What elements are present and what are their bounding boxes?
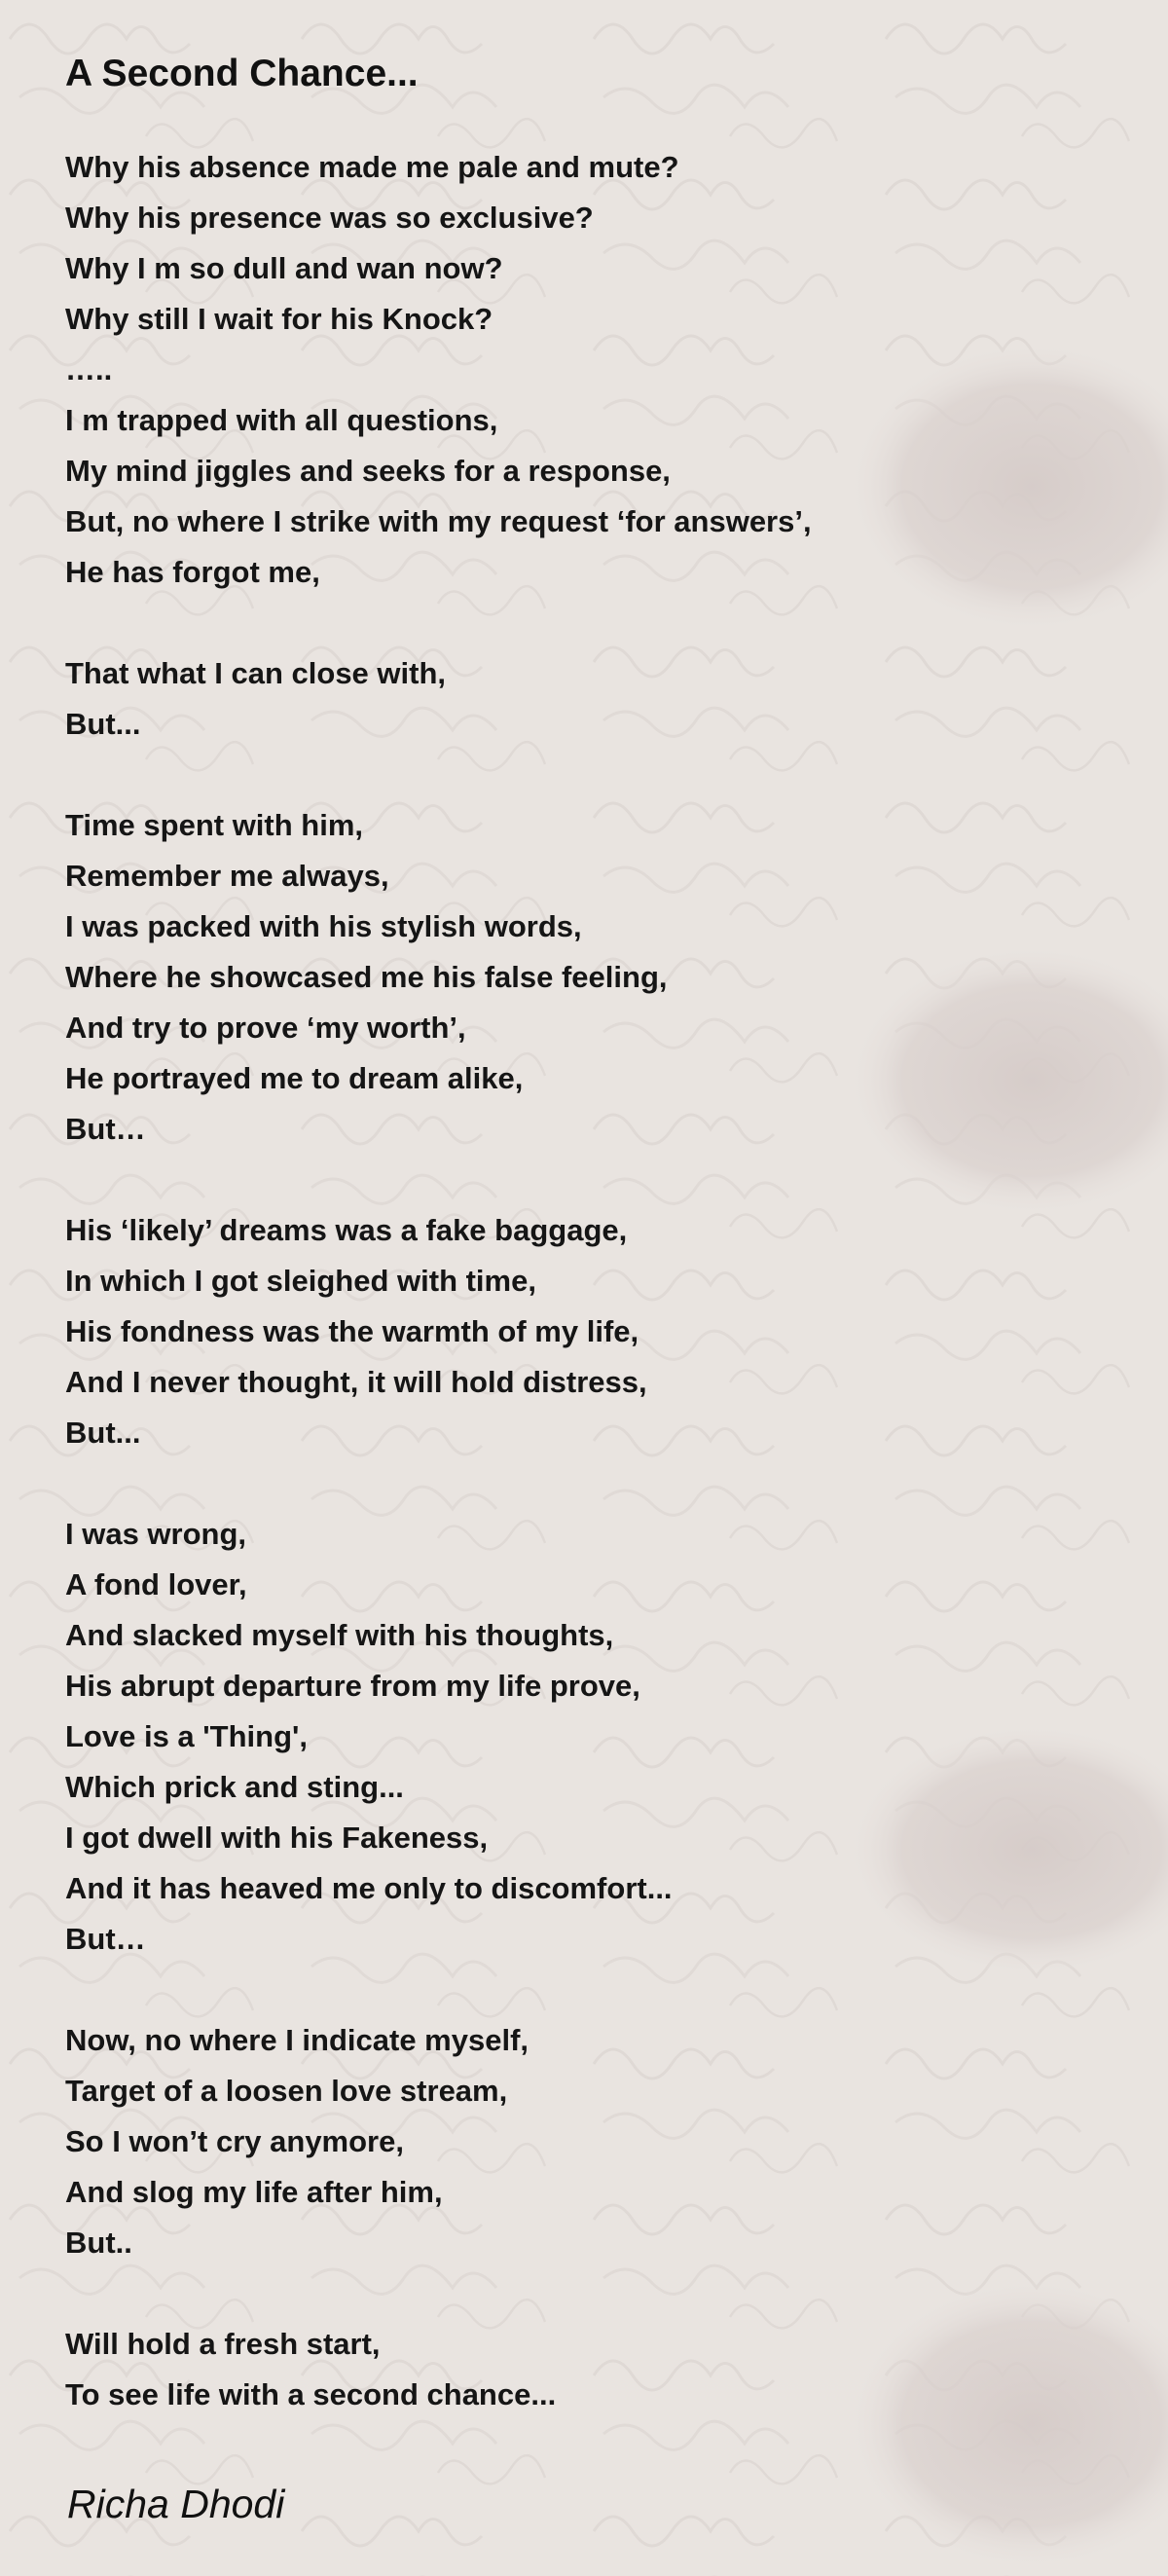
poem-line: I was packed with his stylish words,: [65, 909, 582, 943]
poem-line: Now, no where I indicate myself,: [65, 2023, 529, 2057]
poem-line: Why his presence was so exclusive?: [65, 201, 594, 235]
poem-line: But…: [65, 1922, 146, 1956]
poem-line: Why I m so dull and wan now?: [65, 251, 503, 285]
stanza-2: [65, 648, 1136, 750]
poem-line: And I never thought, it will hold distress,: [65, 1365, 647, 1399]
poem-line: And it has heaved me only to discomfort...: [65, 1871, 673, 1905]
poem-line: But, no where I strike with my request ‘for answers’,: [65, 504, 812, 538]
poem-line: Why still I wait for his Knock?: [65, 302, 493, 336]
stanza-7: [65, 2319, 1136, 2420]
poem-line: And try to prove ‘my worth’,: [65, 1011, 466, 1045]
stanza-5: [65, 1509, 1136, 1965]
poem-line: Which prick and sting...: [65, 1770, 404, 1804]
poem-line: And slacked myself with his thoughts,: [65, 1618, 614, 1652]
poem-line: I m trapped with all questions,: [65, 403, 498, 437]
poem-line: I got dwell with his Fakeness,: [65, 1821, 489, 1855]
poem-line: He has forgot me,: [65, 555, 320, 589]
poem-line: A fond lover,: [65, 1567, 247, 1601]
stanza-3: [65, 800, 1136, 1155]
poem-line: My mind jiggles and seeks for a response,: [65, 454, 671, 488]
poem-title: A Second Chance...: [65, 53, 419, 94]
poem-line: But..: [65, 2226, 132, 2260]
poem-line: His ‘likely’ dreams was a fake baggage,: [65, 1213, 628, 1247]
poem-line: Target of a loosen love stream,: [65, 2074, 508, 2108]
poem-line: Will hold a fresh start,: [65, 2327, 381, 2361]
poem-line: That what I can close with,: [65, 656, 447, 690]
poem-line: But...: [65, 1416, 141, 1450]
poem-line: …..: [65, 352, 113, 386]
poem-line: Remember me always,: [65, 859, 389, 893]
stanza-6: [65, 2015, 1136, 2268]
stanza-1: [65, 142, 1136, 598]
poem-author: Richa Dhodi: [67, 2482, 285, 2526]
poem-line: So I won’t cry anymore,: [65, 2124, 404, 2158]
poem-line: Love is a 'Thing',: [65, 1719, 308, 1753]
poem-line: But...: [65, 707, 141, 741]
poem-line: But…: [65, 1112, 146, 1146]
poem-line: I was wrong,: [65, 1517, 247, 1551]
poem-line: His fondness was the warmth of my life,: [65, 1314, 639, 1348]
poem-line: Where he showcased me his false feeling,: [65, 960, 668, 994]
poem-line: He portrayed me to dream alike,: [65, 1061, 524, 1095]
poem-line: And slog my life after him,: [65, 2175, 443, 2209]
poem-line: Why his absence made me pale and mute?: [65, 150, 679, 184]
poem-line: To see life with a second chance...: [65, 2377, 557, 2411]
poem-line: In which I got sleighed with time,: [65, 1264, 536, 1298]
poem-body: [65, 142, 1136, 2471]
stanza-4: [65, 1205, 1136, 1458]
poem-line: Time spent with him,: [65, 808, 364, 842]
poem-line: His abrupt departure from my life prove,: [65, 1669, 640, 1703]
